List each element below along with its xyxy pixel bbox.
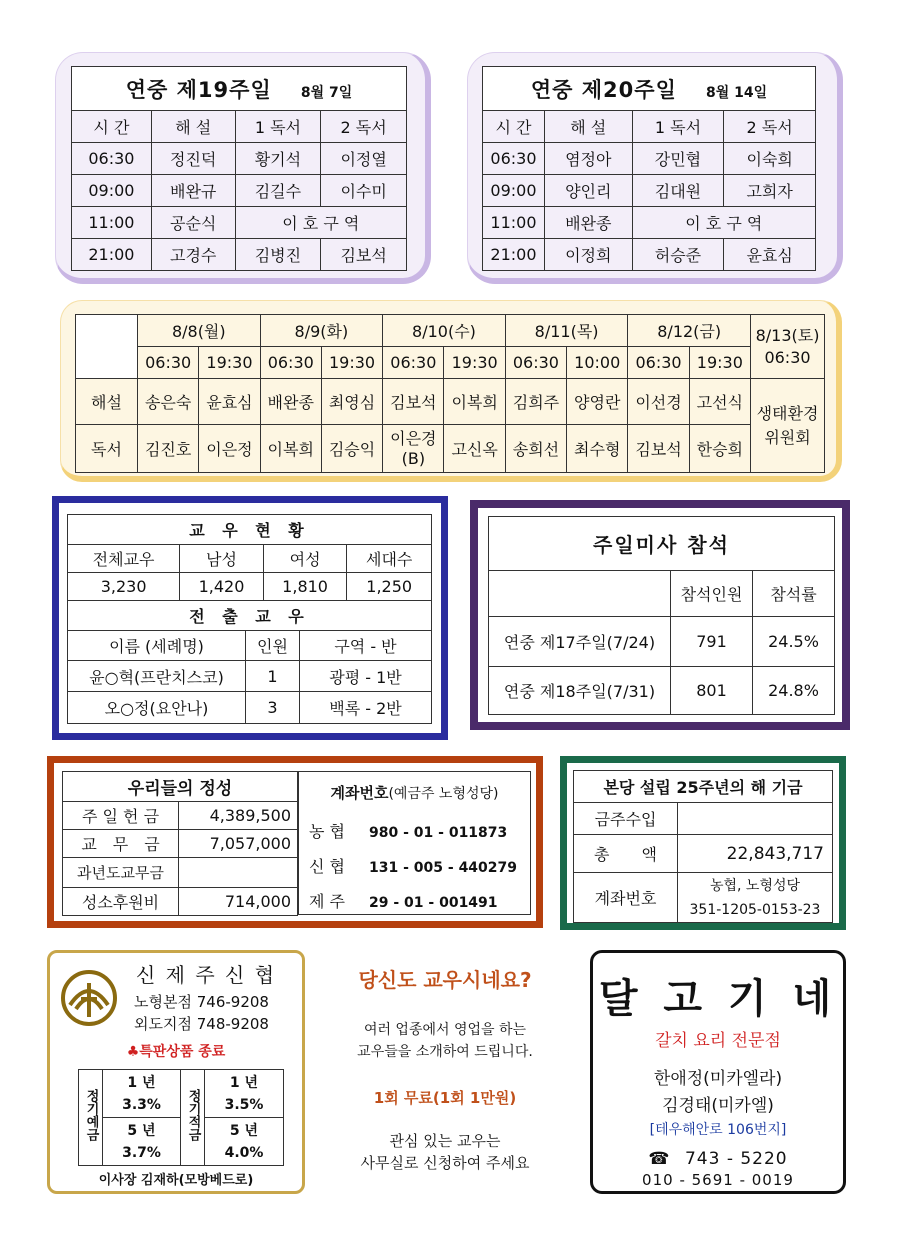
fund-account: 351-1205-0153-23 <box>689 901 821 918</box>
cell: 김길수 <box>235 175 321 207</box>
credit-union-logo-icon <box>60 969 118 1027</box>
cell: 이수미 <box>321 175 407 207</box>
cell: 김진호 <box>138 425 199 473</box>
header-reading2: 2 독서 <box>724 111 816 143</box>
bank-name: 신 협 <box>309 857 345 876</box>
week19-table <box>71 66 407 271</box>
cell: 송은숙 <box>138 379 199 425</box>
cell: 윤효심 <box>724 239 816 271</box>
offering-title: 우리들의 정성 <box>63 772 298 802</box>
table-row <box>63 802 298 830</box>
time-cell: 19:30 <box>689 347 750 379</box>
account-title: 계좌번호 <box>330 784 389 802</box>
cell: 11:00 <box>483 207 545 239</box>
table-row <box>68 692 432 724</box>
fund-table <box>573 770 833 923</box>
cell: 배완종 <box>544 207 632 239</box>
weekday-table <box>75 314 825 473</box>
cell: 이선경 <box>628 379 689 425</box>
table-row <box>72 239 407 271</box>
time-cell: 06:30 <box>505 347 566 379</box>
sat-team: 위원회 <box>764 427 811 447</box>
table-row <box>72 207 407 239</box>
bank-ad <box>47 950 305 1194</box>
cell: 고경수 <box>151 239 235 271</box>
promo-title: 당신도 교우시네요? <box>358 968 532 992</box>
header-reading2: 2 독서 <box>321 111 407 143</box>
cell: 791 <box>671 617 753 667</box>
cell: 이 호 구 역 <box>235 207 406 239</box>
cell: 총 액 <box>574 835 678 873</box>
cell: 정진덕 <box>151 143 235 175</box>
day-header: 8/13(토) <box>755 325 820 345</box>
cell: 4,389,500 <box>179 802 298 830</box>
cell: 이은정 <box>199 425 260 473</box>
table-row <box>63 858 298 888</box>
table-row <box>483 175 816 207</box>
header-time: 시 간 <box>483 111 545 143</box>
cell: 고선식 <box>689 379 750 425</box>
cell: 양인리 <box>544 175 632 207</box>
moved-title: 전 출 교 우 <box>68 601 432 631</box>
cell: 배완규 <box>151 175 235 207</box>
promo-price: 1회 무료(1회 1만원) <box>373 1089 517 1107</box>
cell: 김보석 <box>321 239 407 271</box>
cell: 1,420 <box>180 573 264 601</box>
account-note: (예금주 노형성당) <box>388 786 499 802</box>
table-row <box>574 873 833 923</box>
cell: 7,057,000 <box>179 830 298 858</box>
bank-branch: 외도지점 748-9208 <box>134 1015 269 1033</box>
attendance-title: 주일미사 참석 <box>489 517 835 571</box>
cell: 이정열 <box>321 143 407 175</box>
week20-table <box>482 66 816 271</box>
time-cell: 06:30 <box>383 347 444 379</box>
restaurant-subtitle: 갈치 요리 전문점 <box>655 1031 781 1051</box>
cell: 이은경 <box>390 428 437 448</box>
account-number: 980 - 01 - 011873 <box>369 825 508 841</box>
rates-table <box>78 1069 284 1166</box>
time-cell: 06:30 <box>138 347 199 379</box>
bank-chairman: 이사장 김재하(모방베드로) <box>98 1173 254 1188</box>
cell: 21:00 <box>483 239 545 271</box>
cell: 22,843,717 <box>678 835 833 873</box>
cell: 금주수입 <box>574 803 678 835</box>
cell: 성소후원비 <box>63 888 179 916</box>
cell: 김보석 <box>383 379 444 425</box>
cell: 참석인원 <box>671 571 753 617</box>
cell: 강민협 <box>632 143 724 175</box>
week19-title: 연중 제19주일 <box>125 77 272 102</box>
restaurant-phone: 743 - 5220 <box>684 1149 788 1169</box>
restaurant-owner: 김경태(미카엘) <box>662 1096 774 1116</box>
rate-term: 5 년 <box>127 1122 156 1139</box>
rate-term: 1 년 <box>127 1074 156 1091</box>
cell: 구역 - 반 <box>300 631 432 661</box>
table-row <box>76 379 825 425</box>
restaurant-phone: 010 - 5691 - 0019 <box>642 1171 794 1189</box>
table-row <box>489 667 835 715</box>
rate-value: 3.7% <box>122 1144 161 1161</box>
cell: 고신옥 <box>444 425 505 473</box>
restaurant-name: 달 고 기 네 <box>598 976 838 1022</box>
cell <box>678 803 833 835</box>
rate-label-text: 정기적금 <box>185 1089 201 1141</box>
cell: 남성 <box>180 545 264 573</box>
cell: 한승희 <box>689 425 750 473</box>
header-time: 시 간 <box>72 111 152 143</box>
header-reading1: 1 독서 <box>632 111 724 143</box>
week20-date: 8월 14일 <box>705 84 768 101</box>
account-number: 29 - 01 - 001491 <box>369 895 498 911</box>
day-header: 8/11(목) <box>505 315 628 347</box>
rate-label <box>181 1070 205 1166</box>
day-header: 8/12(금) <box>628 315 751 347</box>
cell: 전체교우 <box>68 545 180 573</box>
cell: 이복희 <box>260 425 321 473</box>
parish-table <box>67 514 432 601</box>
cell: 1 <box>246 661 300 692</box>
cell: 24.8% <box>753 667 835 715</box>
promo-line: 여러 업종에서 영업을 하는 <box>363 1022 527 1038</box>
account-panel <box>298 771 531 915</box>
cell: 1,250 <box>347 573 432 601</box>
rate-value: 3.3% <box>122 1096 161 1113</box>
cell: 21:00 <box>72 239 152 271</box>
cell: 이복희 <box>444 379 505 425</box>
cell: (B) <box>401 448 426 468</box>
row-label: 독서 <box>76 425 138 473</box>
cell: 24.5% <box>753 617 835 667</box>
cell: 여성 <box>263 545 347 573</box>
cell: 염정아 <box>544 143 632 175</box>
cell: 오○정(요안나) <box>68 692 246 724</box>
cell <box>179 858 298 888</box>
promo-line: 사무실로 신청하여 주세요 <box>360 1154 530 1172</box>
bank-branch: 노형본점 746-9208 <box>134 993 269 1011</box>
table-row <box>63 830 298 858</box>
cell: 이름 (세례명) <box>68 631 246 661</box>
header-reading1: 1 독서 <box>235 111 321 143</box>
table-row <box>483 207 816 239</box>
cell: 윤효심 <box>199 379 260 425</box>
table-row <box>76 425 825 473</box>
cell: 이숙희 <box>724 143 816 175</box>
cell: 광평 - 1반 <box>300 661 432 692</box>
cell: 참석률 <box>753 571 835 617</box>
fund-bank: 농협, 노형성당 <box>709 877 801 894</box>
week20-title: 연중 제20주일 <box>530 77 677 102</box>
rate-term: 5 년 <box>229 1122 259 1139</box>
time-cell: 06:30 <box>260 347 321 379</box>
cell: 06:30 <box>72 143 152 175</box>
bank-notice: ♣특판상품 종료 <box>126 1044 226 1060</box>
cell: 최수형 <box>567 425 628 473</box>
cell: 송희선 <box>505 425 566 473</box>
offering-table <box>62 771 298 916</box>
week19-date: 8월 7일 <box>300 84 353 101</box>
cell: 김보석 <box>628 425 689 473</box>
cell: 고희자 <box>724 175 816 207</box>
cell: 연중 제18주일(7/31) <box>489 667 671 715</box>
moved-table <box>67 600 432 724</box>
time-cell: 10:00 <box>567 347 628 379</box>
table-row <box>72 175 407 207</box>
rate-value: 4.0% <box>224 1144 264 1161</box>
cell: 허승준 <box>632 239 724 271</box>
cell: 황기석 <box>235 143 321 175</box>
parish-title: 교 우 현 황 <box>68 515 432 545</box>
restaurant-ad <box>590 950 846 1194</box>
cell: 09:00 <box>72 175 152 207</box>
time-cell: 19:30 <box>444 347 505 379</box>
rate-label <box>79 1070 103 1166</box>
day-header: 8/9(화) <box>260 315 383 347</box>
restaurant-address: [테우해안로 106번지] <box>649 1122 787 1138</box>
restaurant-owner: 한애정(미카엘라) <box>653 1069 783 1089</box>
cell: 교 무 금 <box>63 830 179 858</box>
cell: 김승익 <box>321 425 382 473</box>
cell: 이 호 구 역 <box>632 207 815 239</box>
cell: 06:30 <box>483 143 545 175</box>
time-cell: 06:30 <box>628 347 689 379</box>
cell: 김희주 <box>505 379 566 425</box>
day-header: 8/8(월) <box>138 315 261 347</box>
cell: 세대수 <box>347 545 432 573</box>
cell: 주 일 헌 금 <box>63 802 179 830</box>
day-header: 8/10(수) <box>383 315 506 347</box>
bank-name: 신 제 주 신 협 <box>136 963 277 987</box>
cell: 3 <box>246 692 300 724</box>
cell: 이정희 <box>544 239 632 271</box>
promo-line: 교우들을 소개하여 드립니다. <box>357 1044 533 1060</box>
cell: 714,000 <box>179 888 298 916</box>
cell: 3,230 <box>68 573 180 601</box>
header-commentary: 해 설 <box>544 111 632 143</box>
cell: 인원 <box>246 631 300 661</box>
rate-value: 3.5% <box>224 1096 264 1113</box>
account-number: 131 - 005 - 440279 <box>369 860 518 876</box>
time-cell: 19:30 <box>321 347 382 379</box>
cell: 11:00 <box>72 207 152 239</box>
cell: 1,810 <box>263 573 347 601</box>
cell: 801 <box>671 667 753 715</box>
cell: 양영란 <box>567 379 628 425</box>
cell: 공순식 <box>151 207 235 239</box>
row-label: 해설 <box>76 379 138 425</box>
cell: 김대원 <box>632 175 724 207</box>
attendance-table <box>488 516 835 715</box>
time-cell: 19:30 <box>199 347 260 379</box>
cell: 09:00 <box>483 175 545 207</box>
time-cell: 06:30 <box>764 347 811 367</box>
table-row <box>63 888 298 916</box>
rate-term: 1 년 <box>229 1074 259 1091</box>
cell: 과년도교무금 <box>63 858 179 888</box>
cell: 계좌번호 <box>574 873 678 923</box>
bank-name: 농 협 <box>309 822 345 841</box>
table-row <box>574 835 833 873</box>
table-row <box>574 803 833 835</box>
promo-line: 관심 있는 교우는 <box>389 1132 501 1150</box>
table-row <box>68 661 432 692</box>
sat-team: 생태환경 <box>756 403 819 423</box>
header-commentary: 해 설 <box>151 111 235 143</box>
cell: 백록 - 2반 <box>300 692 432 724</box>
cell: 배완종 <box>260 379 321 425</box>
table-row <box>489 617 835 667</box>
cell: 최영심 <box>321 379 382 425</box>
fund-title: 본당 설립 25주년의 해 기금 <box>574 771 833 803</box>
cell: 김병진 <box>235 239 321 271</box>
table-row <box>483 239 816 271</box>
bank-name: 제 주 <box>309 892 345 911</box>
cell: 윤○혁(프란치스코) <box>68 661 246 692</box>
promo <box>318 964 572 1174</box>
table-row <box>72 143 407 175</box>
table-row <box>483 143 816 175</box>
cell: 연중 제17주일(7/24) <box>489 617 671 667</box>
phone-icon: ☎ <box>648 1149 671 1169</box>
rate-label-text: 정기예금 <box>83 1089 99 1141</box>
